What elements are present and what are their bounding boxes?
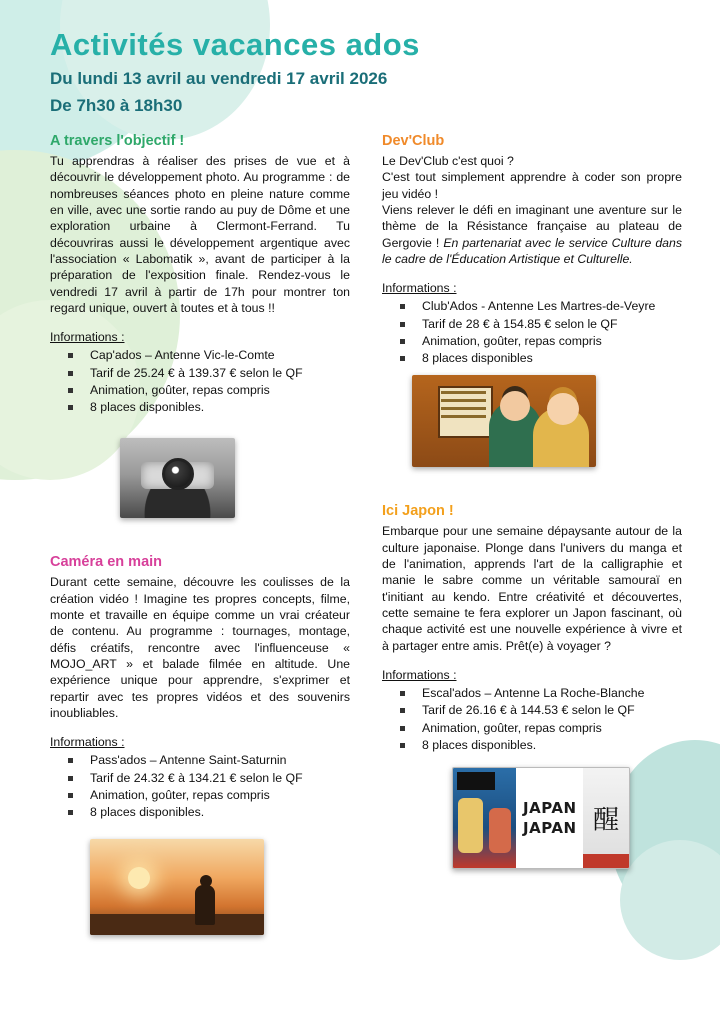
photo-shape-figure bbox=[195, 885, 215, 925]
section-camera-en-main bbox=[50, 554, 350, 935]
column-spacer bbox=[50, 518, 350, 536]
section-dev-club bbox=[382, 133, 682, 467]
informations-label: Informations : bbox=[50, 735, 125, 750]
section-title: Dev'Club bbox=[382, 132, 445, 149]
column-spacer bbox=[382, 467, 682, 485]
section-body-line-2: C'est tout simplement apprendre à coder son propre jeu vidéo ! bbox=[382, 170, 682, 201]
list-item: Club'Ados - Antenne Les Martres-de-Veyre bbox=[400, 298, 682, 314]
photo-shape-kid-right-head bbox=[547, 393, 579, 425]
left-column bbox=[50, 133, 350, 935]
informations-list bbox=[382, 298, 682, 366]
list-item: 8 places disponibles. bbox=[68, 399, 350, 415]
poster-shape-figure-1 bbox=[458, 798, 483, 853]
time-range-line: De 7h30 à 18h30 bbox=[50, 96, 183, 116]
photo-manga-coding bbox=[412, 375, 596, 467]
list-item: Tarif de 28 € à 154.85 € selon le QF bbox=[400, 316, 682, 332]
poster-shape-topbox bbox=[457, 772, 495, 790]
section-body-text: Viens relever le défi en imaginant une aventure sur le thème de la Résistance française au plateau de Gergovie ! bbox=[382, 203, 682, 250]
photo-shape-lens bbox=[162, 458, 194, 490]
poster-shape-redband bbox=[583, 854, 629, 868]
date-range-line: Du lundi 13 avril au vendredi 17 avril 2026 bbox=[50, 69, 388, 89]
section-body: Embarque pour une semaine dépaysante autour de la culture japonaise. Plonge dans l'univers du manga et de l'animation, apprends l'art de la calligraphie et manie le sabre comme un véritable samouraï en t'initiant au kendo. Entre créativité et découvertes, cette semaine te fera explorer un Japon fascinant, où chaque activité est une nouvelle expérience à vivre et à partager entre amis. Prêt(e) à voyager ? bbox=[382, 524, 682, 653]
informations-label: Informations : bbox=[382, 281, 457, 296]
poster-title-line-1: JAPAN bbox=[523, 799, 577, 818]
section-title: Caméra en main bbox=[50, 553, 163, 570]
photo-shape-screen-lines bbox=[441, 391, 485, 394]
section-body bbox=[382, 202, 682, 267]
list-item: Animation, goûter, repas compris bbox=[400, 720, 682, 736]
photo-shape-kid-left-head bbox=[500, 391, 530, 421]
poster-right-panel bbox=[583, 768, 629, 868]
list-item: Animation, goûter, repas compris bbox=[400, 333, 682, 349]
section-body-line-1: Le Dev'Club c'est quoi ? bbox=[382, 153, 514, 168]
list-item: Tarif de 25.24 € à 139.37 € selon le QF bbox=[68, 365, 350, 381]
content-columns bbox=[50, 133, 694, 935]
informations-list bbox=[382, 685, 682, 753]
list-item: Animation, goûter, repas compris bbox=[68, 787, 350, 803]
poster-shape-figure-2 bbox=[489, 808, 512, 853]
column-spacer bbox=[382, 485, 682, 503]
informations-list bbox=[50, 347, 350, 415]
list-item: Cap'ados – Antenne Vic-le-Comte bbox=[68, 347, 350, 363]
section-title: Ici Japon ! bbox=[382, 502, 454, 519]
photo-shape-figure-head bbox=[200, 875, 212, 887]
list-item: Animation, goûter, repas compris bbox=[68, 382, 350, 398]
poster-kanji-glyph: 醒 bbox=[593, 805, 620, 836]
section-body: Tu apprendras à réaliser des prises de vue et à découvrir le développement photo. Au programme : de nombreuses séances photo en pleine nature comme en ville, avec une sortie rando au puy de Dôme et une exploration urbaine à Clermont-Ferrand. Tu découvriras aussi le développement argentique avec l'association « Labomatik », avant de participer à la préparation de l'exposition finale. Rendez-vous le vendredi 17 avril à partir de 17h pour montrer ton regard unique, ouvert à toutes et à tous !! bbox=[50, 153, 350, 316]
right-column bbox=[382, 133, 682, 935]
section-title: A travers l'objectif ! bbox=[50, 132, 185, 149]
poster-middle-panel bbox=[516, 768, 583, 868]
column-spacer bbox=[50, 536, 350, 554]
poster-left-panel bbox=[453, 768, 516, 868]
photo-sunset-photographer bbox=[90, 839, 264, 935]
poster-title-line-2: JAPAN bbox=[523, 819, 577, 838]
photo-camera-hands bbox=[120, 438, 235, 518]
list-item: Tarif de 26.16 € à 144.53 € selon le QF bbox=[400, 702, 682, 718]
list-item: Pass'ados – Antenne Saint-Saturnin bbox=[68, 752, 350, 768]
section-body: Durant cette semaine, découvre les coulisses de la création vidéo ! Imagine tes propres concepts, filme, monte et travaille en équipe comme un vrai créateur de contenu. Au programme : tournages, montage, défis créatifs, rencontre avec l'influenceuse « MOJO_ART » et balade filmée en altitude. Une expérience unique pour apprendre, s'exprimer et repartir avec tes propres vidéos et des souvenirs inoubliables. bbox=[50, 575, 350, 720]
section-a-travers-l-objectif bbox=[50, 133, 350, 518]
informations-label: Informations : bbox=[50, 330, 125, 345]
photo-shape-ground bbox=[90, 914, 264, 935]
photo-japan-poster bbox=[452, 767, 630, 869]
list-item: Escal'ados – Antenne La Roche-Blanche bbox=[400, 685, 682, 701]
list-item: Tarif de 24.32 € à 134.21 € selon le QF bbox=[68, 770, 350, 786]
section-ici-japon bbox=[382, 503, 682, 870]
page-title: Activités vacances ados bbox=[50, 27, 420, 62]
list-item: 8 places disponibles. bbox=[68, 804, 350, 820]
section-body-italic: En partenariat avec le service Culture dans le cadre de l'Éducation Artistique et Culturelle. bbox=[382, 235, 682, 267]
informations-label: Informations : bbox=[382, 667, 457, 682]
photo-shape-sun bbox=[128, 867, 150, 889]
list-item: 8 places disponibles bbox=[400, 350, 682, 366]
list-item: 8 places disponibles. bbox=[400, 737, 682, 753]
informations-list bbox=[50, 752, 350, 820]
